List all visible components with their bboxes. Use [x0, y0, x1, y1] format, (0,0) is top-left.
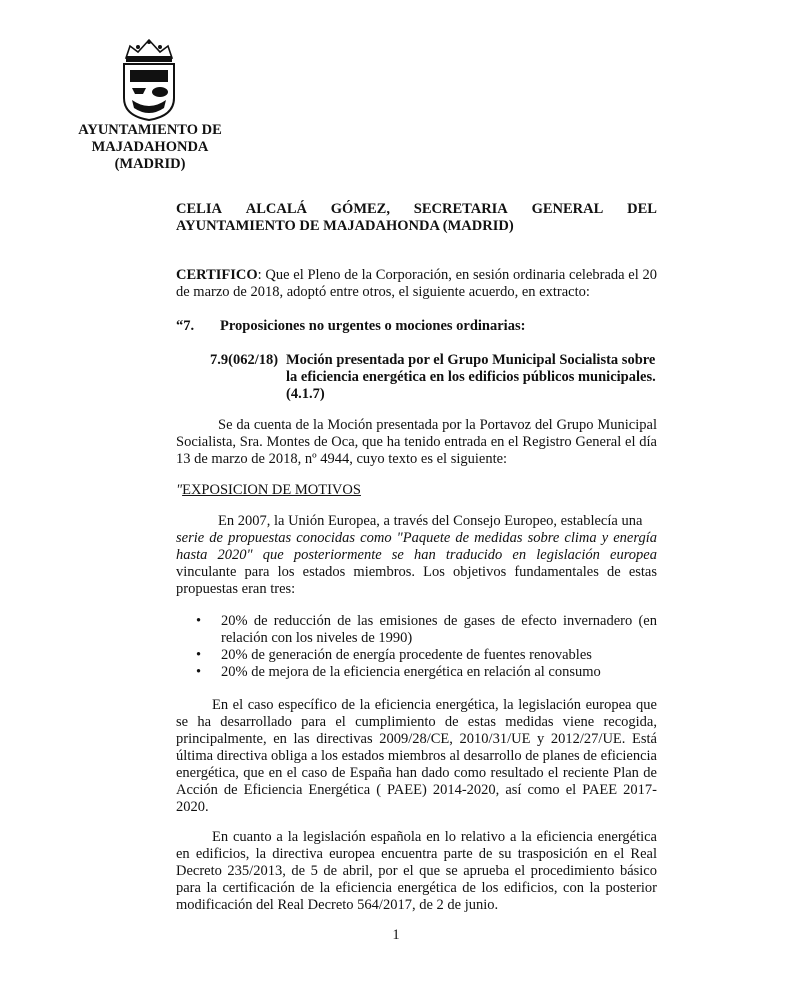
signer-word: GENERAL [531, 201, 604, 217]
paragraph-2: En el caso específico de la eficiencia energética, la legislación europea que se ha desarrollado para el cumplimiento de estas medidas viene recogida, principalmente, en las directivas 2009/28/CE, 2010/31/UE y 2012/27/UE. Está última directiva obliga a los estados miembros al desarrollo de planes de eficiencia energética, que en el caso de España han dado como resultado el reciente Plan de Acción de Eficiencia Energética ( PAEE) 2014-2020, así como el PAEE 2017-2020. [176, 697, 657, 815]
section-title: Proposiciones no urgentes o mociones ordinarias: [220, 318, 526, 334]
org-line-1: AYUNTAMIENTO DE [78, 122, 222, 138]
signer-word: ALCALÁ [245, 201, 307, 217]
certifico-label: CERTIFICO [176, 267, 258, 283]
item-title: Moción presentada por el Grupo Municipal Socialista sobre la eficiencia energética en los edificios públicos municipales. (4.1.7) [286, 352, 656, 402]
list-item: • 20% de generación de energía procedente de fuentes renovables [176, 647, 657, 664]
paragraph-1-c: vinculante para los estados miembros. Los objetivos fundamentales de estas propuestas eran tres: [176, 564, 657, 597]
exposicion-heading [176, 482, 657, 499]
organization-name [70, 122, 230, 173]
paragraph-3: En cuanto a la legislación española en lo relativo a la eficiencia energética en edificios, la directiva europea encuentra parte de su trasposición en el Real Decreto 235/2013, de 5 de abril, por el que se aprueba el procedimiento básico para la certificación de la eficiencia energética de los edificios, con la posterior modificación del Real Decreto 564/2017, de 2 de junio. [176, 829, 657, 913]
org-line-2: MAJADAHONDA [91, 139, 209, 155]
quote-mark: " [176, 482, 183, 498]
page-number: 1 [392, 927, 400, 943]
section-number: “7. [176, 318, 195, 334]
signer-word: DEL [627, 201, 657, 217]
signer-block [176, 201, 657, 235]
paragraph-1-a: En 2007, la Unión Europea, a través del Consejo Europeo, establecía una [218, 513, 643, 529]
org-line-3: (MADRID) [114, 156, 186, 172]
signer-word: GÓMEZ, [330, 201, 390, 217]
signer-word: CELIA [176, 201, 222, 217]
list-item: • 20% de mejora de la eficiencia energética en relación al consumo [176, 664, 657, 681]
municipal-crest-image [118, 38, 180, 122]
certifico-text: : Que el Pleno de la Corporación, en sesión ordinaria celebrada el 20 de marzo de 2018, adoptó entre otros, el siguiente acuerdo, en extracto: [176, 267, 657, 300]
paragraph-1-b: serie de propuestas conocidas como "Paquete de medidas sobre clima y energía hasta 2020" que posteriormente se han traducido en legislación europea [176, 530, 657, 563]
paragraph-1 [176, 513, 657, 598]
list-item: • 20% de reducción de las emisiones de gases de efecto invernadero (en relación con los niveles de 1990) [176, 613, 657, 647]
bullet-list [176, 613, 657, 681]
signer-line-1 [176, 201, 657, 218]
signer-word: SECRETARIA [413, 201, 508, 217]
exposicion-title: EXPOSICION DE MOTIVOS [182, 482, 361, 498]
certifico-paragraph [176, 267, 657, 301]
signer-line-2: AYUNTAMIENTO DE MAJADAHONDA (MADRID) [176, 218, 514, 234]
section-heading [176, 318, 657, 335]
intro-paragraph: Se da cuenta de la Moción presentada por la Portavoz del Grupo Municipal Socialista, Sra. Montes de Oca, que ha tenido entrada en el Registro General el día 13 de marzo de 2018, nº 4944, cuyo texto es el siguiente: [176, 417, 657, 467]
item-code: 7.9(062/18) [210, 352, 279, 368]
